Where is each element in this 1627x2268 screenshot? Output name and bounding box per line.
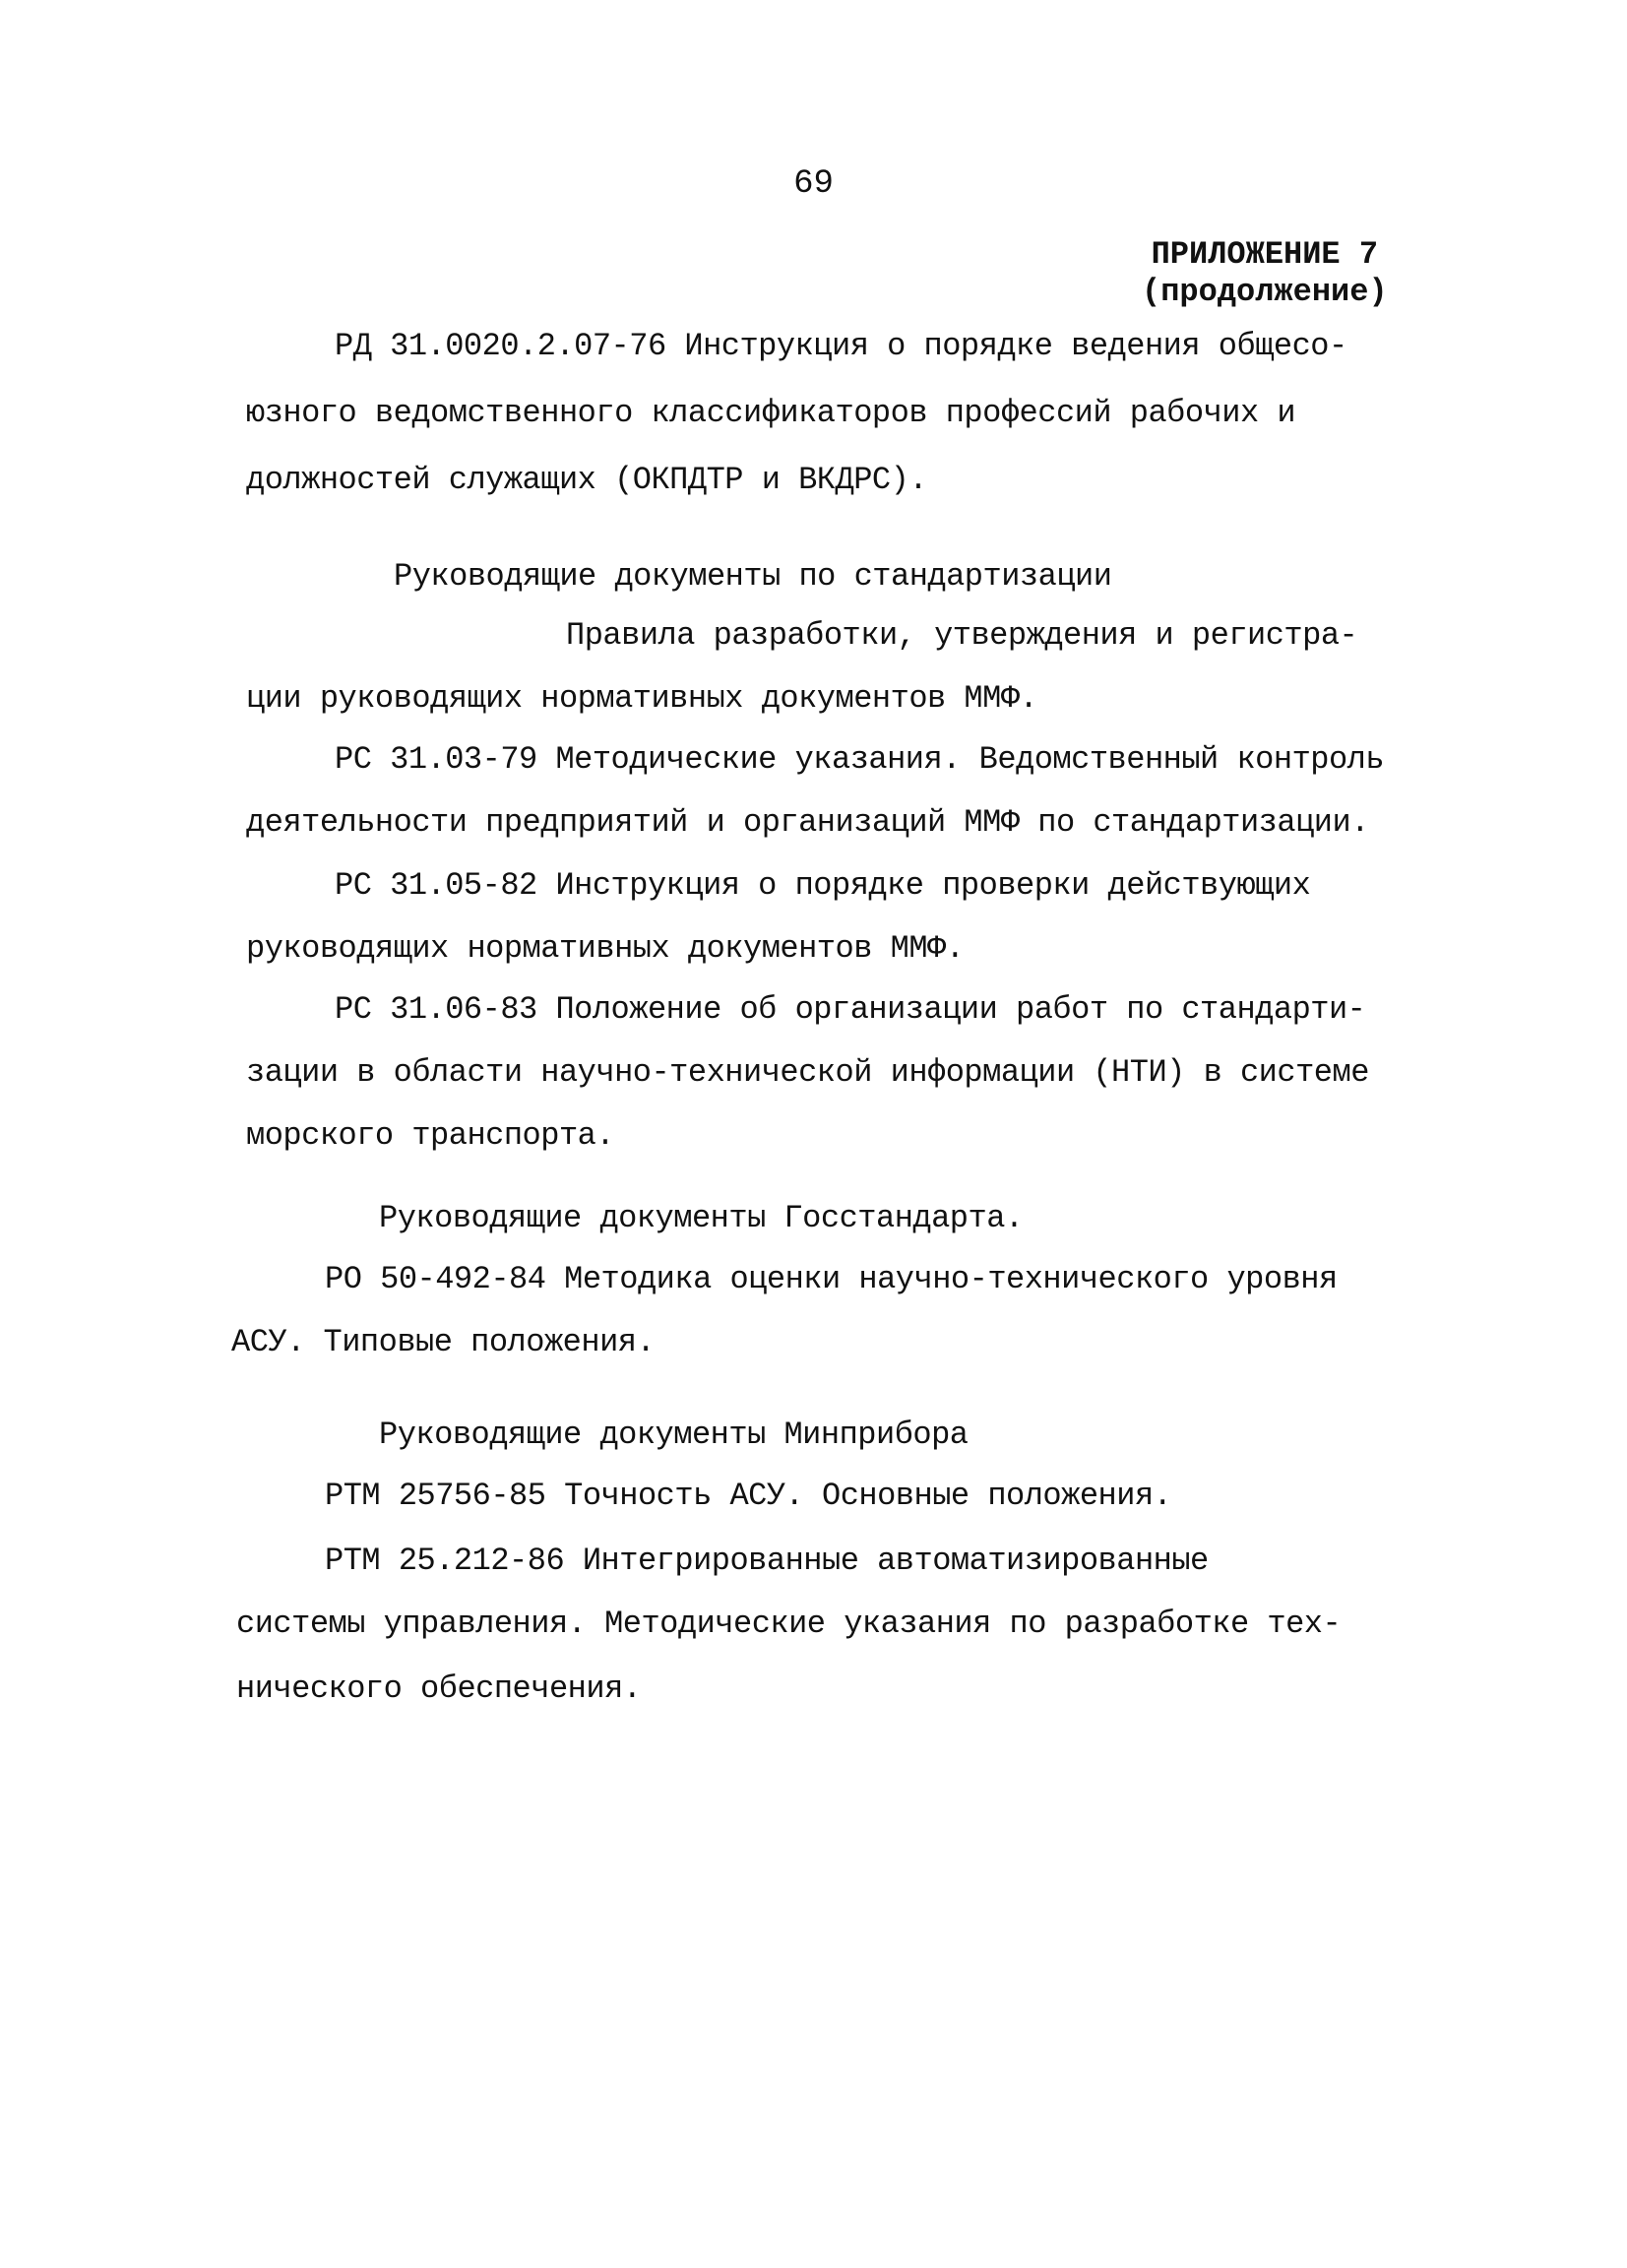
rs-06-83-line-3: морского транспорта. bbox=[246, 1117, 615, 1154]
rs-05-82-line-1: РС 31.05-82 Инструкция о порядке проверки действующих bbox=[335, 867, 1311, 904]
appendix-header bbox=[1142, 236, 1388, 311]
page-number: 69 bbox=[793, 165, 834, 203]
rs-03-79-line-1: РС 31.03-79 Методические указания. Ведомственный контроль bbox=[335, 741, 1385, 778]
rules-line-1: Правила разработки, утверждения и регистра- bbox=[566, 617, 1358, 654]
rtm-25-212-line-3: нического обеспечения. bbox=[236, 1670, 642, 1707]
appendix-subtitle: (продолжение) bbox=[1142, 274, 1388, 310]
rtm-25-212-line-1: РТМ 25.212-86 Интегрированные автоматизированные bbox=[325, 1543, 1209, 1579]
ro-50-492-line-1: РО 50-492-84 Методика оценки научно-технического уровня bbox=[325, 1261, 1338, 1297]
rtm-25756-line: РТМ 25756-85 Точность АСУ. Основные положения. bbox=[325, 1478, 1172, 1514]
rs-06-83-line-1: РС 31.06-83 Положение об организации работ по стандарти- bbox=[335, 991, 1366, 1028]
rd-0020-line-2: юзного ведомственного классификаторов профессий рабочих и bbox=[246, 395, 1296, 431]
section-gosstandart-heading: Руководящие документы Госстандарта. bbox=[379, 1200, 1024, 1236]
appendix-title: ПРИЛОЖЕНИЕ 7 bbox=[1151, 236, 1379, 273]
rs-05-82-line-2: руководящих нормативных документов ММФ. bbox=[246, 930, 965, 967]
section-standardization-heading: Руководящие документы по стандартизации bbox=[394, 558, 1112, 595]
ro-50-492-line-2: АСУ. Типовые положения. bbox=[231, 1324, 656, 1360]
rd-0020-line-1: РД 31.0020.2.07-76 Инструкция о порядке ведения общесо- bbox=[335, 328, 1347, 364]
rtm-25-212-line-2: системы управления. Методические указания по разработке тех- bbox=[236, 1606, 1342, 1642]
rs-06-83-line-2: зации в области научно-технической информации (НТИ) в системе bbox=[246, 1054, 1369, 1091]
rs-03-79-line-2: деятельности предприятий и организаций ММФ по стандартизации. bbox=[246, 804, 1369, 841]
rules-line-2: ции руководящих нормативных документов ММФ. bbox=[246, 680, 1038, 717]
rd-0020-line-3: должностей служащих (ОКПДТР и ВКДРС). bbox=[246, 462, 928, 498]
section-minpribor-heading: Руководящие документы Минприбора bbox=[379, 1417, 969, 1453]
